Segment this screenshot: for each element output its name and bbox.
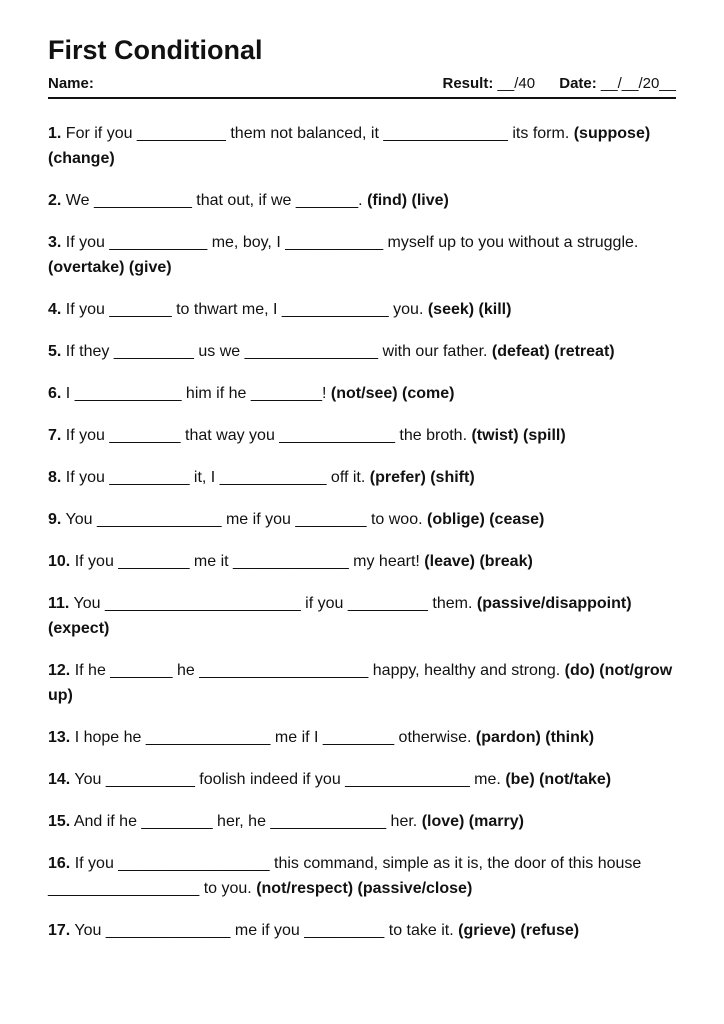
question-list bbox=[48, 121, 676, 943]
question-hint: (love) (marry) bbox=[421, 813, 524, 830]
question-item bbox=[48, 767, 676, 792]
question-number: 4. bbox=[48, 301, 62, 318]
question-hint: (pardon) (think) bbox=[475, 729, 595, 746]
question-text: You ______________ me if you _________ to take it. bbox=[74, 922, 454, 939]
question-number: 12. bbox=[48, 662, 71, 679]
question-text: If you _________________ this command, simple as it is, the door of this house _________________ to you. bbox=[48, 855, 642, 897]
question-item bbox=[48, 725, 676, 750]
question-hint: (defeat) (retreat) bbox=[491, 343, 615, 360]
question-hint: (passive/disappoint) (expect) bbox=[48, 595, 632, 637]
question-text: For if you __________ them not balanced, it ______________ its form. bbox=[65, 125, 570, 142]
question-number: 8. bbox=[48, 469, 62, 486]
question-number: 5. bbox=[48, 343, 62, 360]
name-label: Name: bbox=[48, 75, 94, 92]
question-item bbox=[48, 591, 676, 641]
question-hint: (be) (not/take) bbox=[505, 771, 612, 788]
question-number: 10. bbox=[48, 553, 71, 570]
question-hint: (suppose) (change) bbox=[48, 125, 651, 167]
question-number: 17. bbox=[48, 922, 71, 939]
question-text: If they _________ us we _______________ with our father. bbox=[65, 343, 488, 360]
date-field bbox=[559, 75, 676, 92]
question-hint: (leave) (break) bbox=[424, 553, 533, 570]
question-text: If you ________ that way you _____________ the broth. bbox=[65, 427, 468, 444]
question-number: 6. bbox=[48, 385, 62, 402]
question-hint: (twist) (spill) bbox=[471, 427, 566, 444]
question-text: I hope he ______________ me if I ________ otherwise. bbox=[74, 729, 472, 746]
question-item bbox=[48, 230, 676, 280]
question-number: 13. bbox=[48, 729, 71, 746]
question-number: 11. bbox=[48, 595, 70, 612]
question-item bbox=[48, 809, 676, 834]
result-label: Result: bbox=[442, 75, 494, 92]
question-text: You ______________ me if you ________ to woo. bbox=[65, 511, 423, 528]
worksheet bbox=[48, 34, 676, 943]
question-item bbox=[48, 423, 676, 448]
question-text: You ______________________ if you _________ them. bbox=[73, 595, 473, 612]
date-value: __/__/20__ bbox=[600, 75, 676, 92]
question-item bbox=[48, 121, 676, 171]
question-text: If you ___________ me, boy, I ___________ myself up to you without a struggle. bbox=[65, 234, 639, 251]
question-text: If you ________ me it _____________ my heart! bbox=[74, 553, 420, 570]
question-hint: (seek) (kill) bbox=[427, 301, 512, 318]
question-hint: (prefer) (shift) bbox=[369, 469, 475, 486]
question-item bbox=[48, 507, 676, 532]
question-text: If you _________ it, I ____________ off it. bbox=[65, 469, 366, 486]
result-value: __/40 bbox=[497, 75, 536, 92]
question-item bbox=[48, 381, 676, 406]
result-date-group bbox=[443, 75, 677, 93]
question-number: 3. bbox=[48, 234, 62, 251]
question-item bbox=[48, 549, 676, 574]
question-hint: (not/respect) (passive/close) bbox=[256, 880, 473, 897]
question-number: 9. bbox=[48, 511, 62, 528]
question-hint: (overtake) (give) bbox=[48, 259, 172, 276]
question-text: I ____________ him if he ________! bbox=[65, 385, 327, 402]
page-title: First Conditional bbox=[48, 35, 263, 65]
question-text: We ___________ that out, if we _______. bbox=[65, 192, 363, 209]
question-item bbox=[48, 851, 676, 901]
question-hint: (grieve) (refuse) bbox=[458, 922, 580, 939]
question-item bbox=[48, 339, 676, 364]
question-item bbox=[48, 658, 676, 708]
question-number: 14. bbox=[48, 771, 71, 788]
question-number: 15. bbox=[48, 813, 71, 830]
question-text: If he _______ he ___________________ happy, healthy and strong. bbox=[74, 662, 561, 679]
question-text: If you _______ to thwart me, I ____________ you. bbox=[65, 301, 424, 318]
question-number: 1. bbox=[48, 125, 62, 142]
question-number: 16. bbox=[48, 855, 71, 872]
question-hint: (not/see) (come) bbox=[330, 385, 455, 402]
date-label: Date: bbox=[559, 75, 597, 92]
worksheet-header bbox=[48, 75, 676, 99]
question-hint: (find) (live) bbox=[367, 192, 449, 209]
question-item bbox=[48, 465, 676, 490]
question-text: And if he ________ her, he _____________ her. bbox=[73, 813, 418, 830]
result-field bbox=[443, 75, 536, 92]
question-number: 2. bbox=[48, 192, 62, 209]
question-hint: (do) (not/grow up) bbox=[48, 662, 673, 704]
question-item bbox=[48, 297, 676, 322]
question-number: 7. bbox=[48, 427, 62, 444]
question-text: You __________ foolish indeed if you ______________ me. bbox=[74, 771, 501, 788]
question-item bbox=[48, 918, 676, 943]
question-item bbox=[48, 188, 676, 213]
question-hint: (oblige) (cease) bbox=[427, 511, 545, 528]
